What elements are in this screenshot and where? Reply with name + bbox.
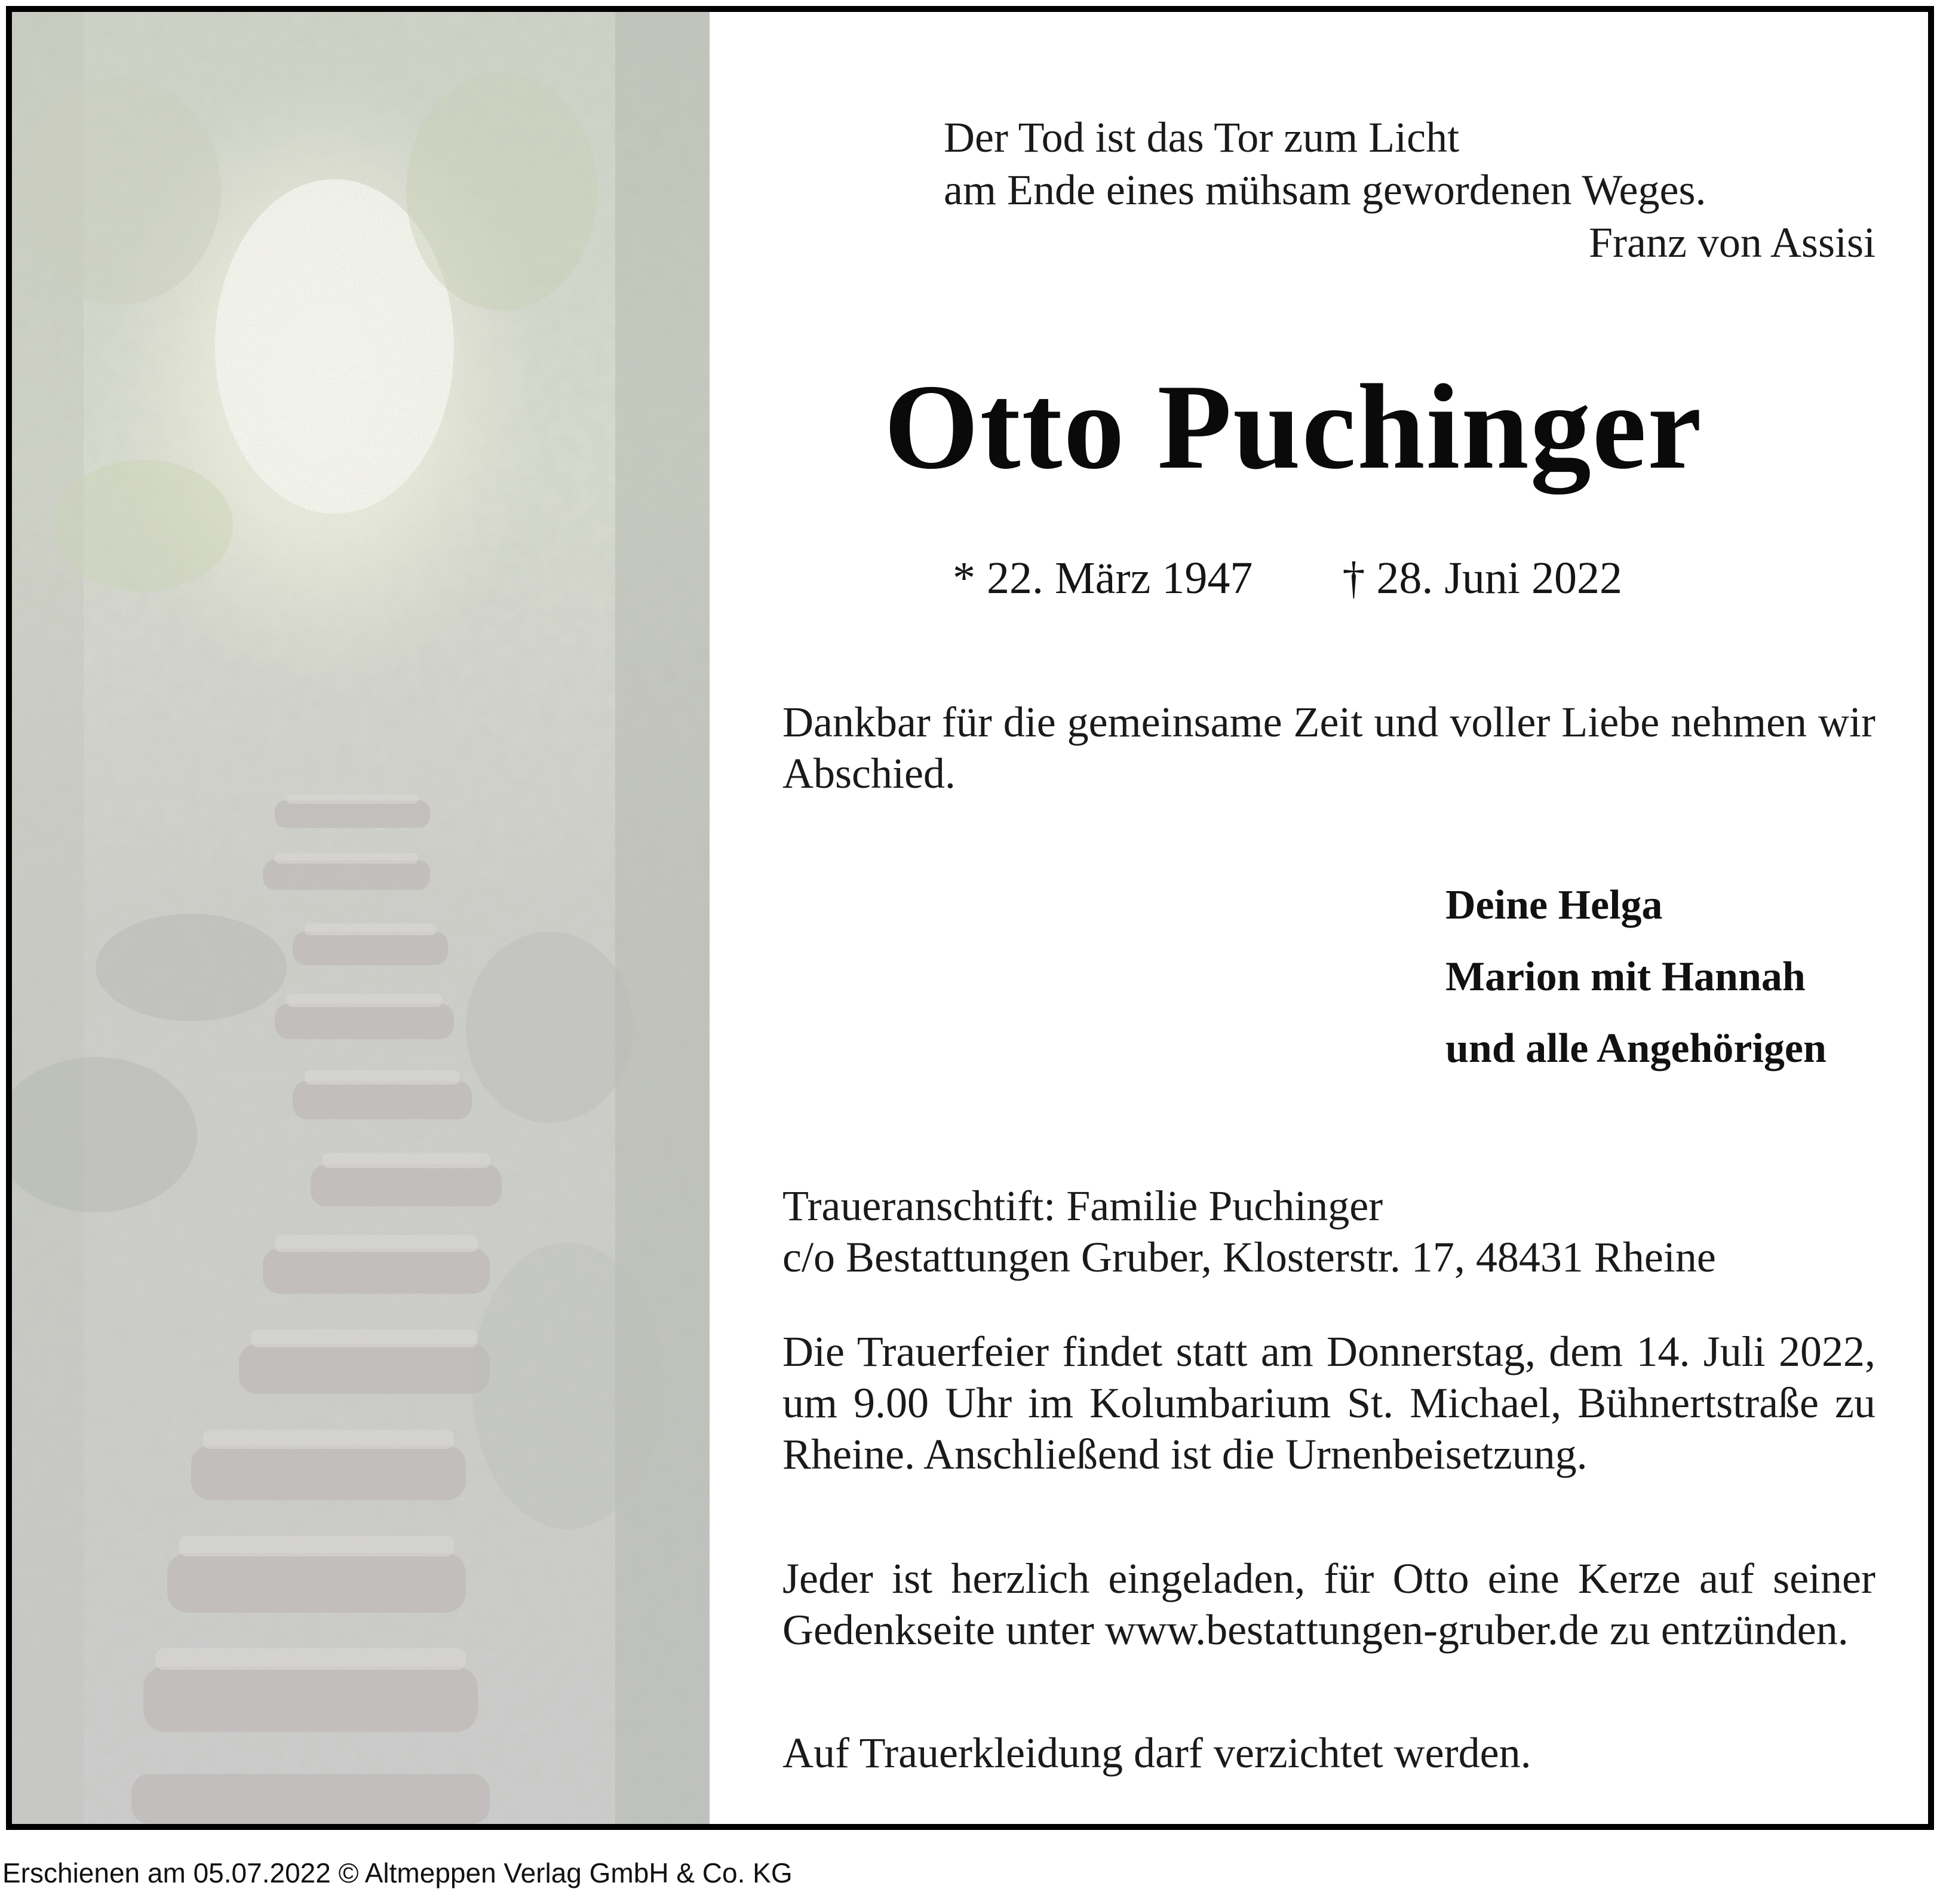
quote-line-2: am Ende eines mühsam gewordenen Weges.: [944, 166, 1706, 214]
thanks-text: Dankbar für die gemeinsame Zeit und voller Liebe nehmen wir Abschied.: [782, 698, 1875, 797]
obituary-frame: [6, 6, 1934, 1830]
signers-list: [1445, 870, 1827, 1085]
memorial-candle-text: Jeder ist herzlich eingeladen, für Otto eine Kerze auf seiner Gedenkseite unter www.bestattungen-gruber.de zu entzünden.: [782, 1555, 1875, 1654]
ceremony-text: Die Trauerfeier findet statt am Donnerstag, dem 14. Juli 2022, um 9.00 Uhr im Kolumbarium St. Michael, Bühnertstraße zu Rheine. Anschließend ist die Urnenbeisetzung.: [782, 1328, 1875, 1478]
address-line-2: c/o Bestattungen Gruber, Klosterstr. 17, 48431 Rheine: [782, 1233, 1716, 1281]
signer: und alle Angehörigen: [1445, 1025, 1827, 1071]
dress-code-text: Auf Trauerkleidung darf verzichtet werden.: [782, 1729, 1531, 1777]
birth-date: * 22. März 1947: [953, 553, 1253, 603]
signer: Deine Helga: [1445, 882, 1663, 928]
life-dates: [953, 549, 1622, 607]
mourning-address: [782, 1180, 1716, 1283]
deceased-name: Otto Puchinger: [884, 360, 1703, 495]
publication-credit: Erschienen am 05.07.2022 © Altmeppen Verlag GmbH & Co. KG: [2, 1857, 793, 1888]
address-line-1: Traueranschtift: Familie Puchinger: [782, 1182, 1383, 1230]
quote-author: Franz von Assisi: [1588, 219, 1875, 266]
quote-line-1: Der Tod ist das Tor zum Licht: [944, 113, 1460, 161]
death-date: † 28. Juni 2022: [1342, 553, 1623, 603]
signer: Marion mit Hannah: [1445, 954, 1806, 1000]
epigraph-quote: [944, 111, 1875, 269]
obituary-content: [12, 12, 1928, 1824]
